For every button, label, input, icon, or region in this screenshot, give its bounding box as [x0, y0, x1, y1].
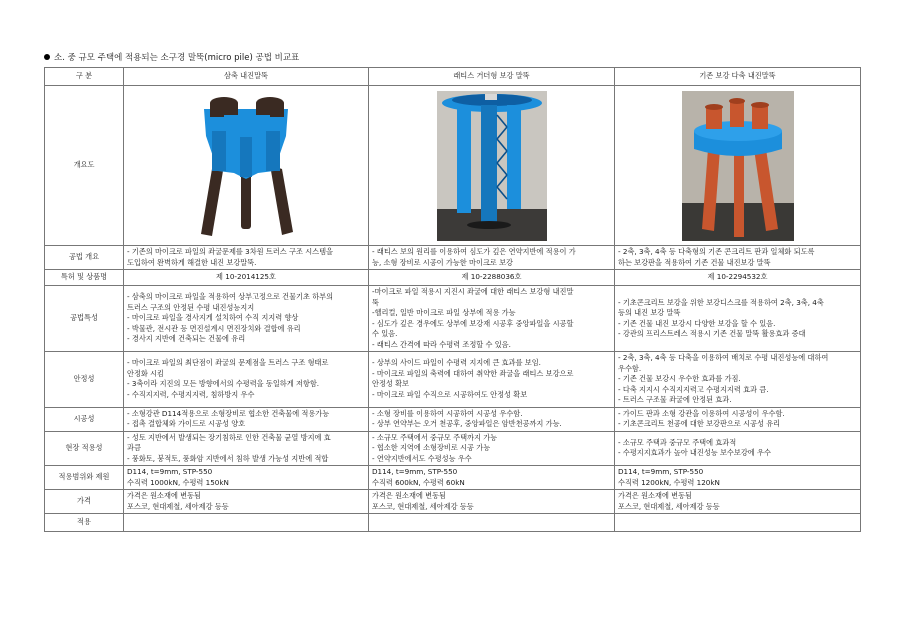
- patent-multiaxial: 제 10-2294532호: [615, 270, 861, 286]
- stability-label: 안정성: [45, 352, 124, 408]
- header-multiaxial-pile: 기존 보강 다축 내진말뚝: [615, 68, 861, 86]
- lattice-leg-right: [507, 105, 521, 209]
- text-line: 가격은 원소재에 변동됨: [618, 491, 693, 500]
- stability-triaxial: [124, 352, 369, 408]
- text-line: - 강관의 프리스트레스 적용시 기존 건물 말뚝 활용효과 증대: [618, 329, 806, 338]
- application-range-row: [45, 466, 861, 490]
- text-line: 포스코, 현대제철, 세아제강 등등: [618, 501, 720, 511]
- price-row: [45, 490, 861, 514]
- text-line: -헬리컬, 일반 마이크로 파일 상부에 적용 가능: [372, 308, 516, 317]
- header-row: [45, 68, 861, 86]
- constructability-lattice: [369, 407, 615, 431]
- text-line: 도입하여 완벽하게 해결한 내진 보강말뚝.: [127, 257, 257, 267]
- stability-multiaxial: [615, 352, 861, 408]
- pile-collar-right: [256, 103, 284, 117]
- field-applicability-multiaxial: [615, 431, 861, 466]
- application-range-multiaxial: [615, 466, 861, 490]
- method-overview-multiaxial: [615, 246, 861, 270]
- pile-sleeve-left: [212, 131, 226, 171]
- text-line: 안정성 확보: [372, 379, 410, 389]
- text-line: - 상부 연약부는 오거 천공후, 중앙파일은 암반천공까지 가능.: [372, 419, 562, 428]
- text-line: - 풍화토, 붕적토, 풍화암 지반에서 침하 발생 가능성 지반에 적합: [127, 453, 329, 463]
- applied-label: 적용: [45, 514, 124, 532]
- text-line: 포스코, 현대제철, 세아제강 등등: [372, 501, 474, 511]
- application-range-lattice: [369, 466, 615, 490]
- text-line: 포스코, 현대제철, 세아제강 등등: [127, 501, 229, 511]
- text-line: - 기존 건물 보강시 우수한 효과를 가짐.: [618, 374, 741, 383]
- fitting-right: [752, 105, 768, 129]
- text-line: - 심도가 깊은 경우에도 상부에 보강재 시공후 중앙파일을 시공할: [372, 318, 574, 328]
- multiaxial-pile-photo-cell: [615, 86, 861, 246]
- text-line: - 기초콘크리트 보강을 위한 보강디스크를 적용하여 2축, 3축, 4축: [618, 297, 824, 307]
- bullet-icon: [44, 54, 50, 60]
- constructability-triaxial: [124, 407, 369, 431]
- pile-leg-center: [241, 171, 251, 229]
- patent-triaxial: 제 10-2014125호: [124, 270, 369, 286]
- multiaxial-pile-photo: [682, 91, 794, 241]
- header-triaxial-pile: 삼축 내진말뚝: [124, 68, 369, 86]
- pile-base-shadow: [467, 221, 511, 229]
- text-line: - 3축이라 지진의 모든 방향에서의 수평력을 동일하게 저항함.: [127, 379, 320, 389]
- text-line: 등의 내진 보강 말뚝: [618, 308, 681, 317]
- text-line: - 연약지반에서도 수평성능 우수: [372, 453, 472, 463]
- method-overview-triaxial: [124, 246, 369, 270]
- page-title: [44, 53, 299, 64]
- text-line: - 다축 지지시 수직지지력고 수평지지력 효과 큼.: [618, 384, 769, 394]
- text-line: - 2축, 3축, 4축 등 다축형의 기존 콘크리트 판과 일체화 되도록: [618, 247, 815, 256]
- lattice-pile-photo-cell: [369, 86, 615, 246]
- top-bolt: [485, 94, 497, 100]
- text-line: - 소형강관 D114적용으로 소형장비로 협소한 건축물에 적용가능: [127, 408, 330, 418]
- features-row: [45, 286, 861, 352]
- text-line: 수직력 1200kN, 수평력 120kN: [618, 477, 720, 487]
- text-line: 가격은 원소재에 변동됨: [127, 491, 202, 500]
- lattice-leg-left: [457, 105, 471, 213]
- text-line: - 소규모 주택에서 중규모 주택까지 가능: [372, 432, 498, 442]
- header-lattice-pile: 래티스 거더형 보강 말뚝: [369, 68, 615, 86]
- field-applicability-label: 현장 적용성: [45, 431, 124, 466]
- application-range-label: 적용범위와 제원: [45, 466, 124, 490]
- text-line: - 래티스 간격에 따라 수평력 조정할 수 있음.: [372, 339, 511, 349]
- method-overview-label: 공법 개요: [45, 246, 124, 270]
- lattice-pile-photo: [437, 91, 547, 241]
- stability-lattice: [369, 352, 615, 408]
- text-line: 수 있음.: [372, 329, 398, 338]
- text-line: D114, t=9mm, STP-550: [618, 467, 704, 476]
- applied-lattice: [369, 514, 615, 532]
- text-line: - 래티스 보의 원리를 이용하여 심도가 깊은 연약지반에 적용이 가: [372, 247, 576, 256]
- field-applicability-triaxial: [124, 431, 369, 466]
- features-label: 공법특성: [45, 286, 124, 352]
- pile-leg-left: [201, 165, 224, 236]
- fitting-center: [730, 101, 744, 127]
- text-line: - 마이크로 파일의 축력에 대하여 취약한 좌굴을 래티스 보강으로: [372, 368, 574, 378]
- pile-leg-right: [270, 165, 293, 235]
- fitting-left-top: [705, 104, 723, 110]
- text-line: - 소형 장비를 이용하여 시공하여 시공성 우수함.: [372, 408, 523, 418]
- pile-collar-left: [210, 103, 238, 117]
- text-line: - 2축, 3축, 4축 등 다축을 이용하여 배치로 수평 내진성능에 대하여: [618, 353, 829, 362]
- text-line: 뚝: [372, 297, 379, 307]
- patent-row: [45, 270, 861, 286]
- text-line: 트러스 구조의 안정된 수평 내진성능지지: [127, 302, 255, 312]
- fitting-center-top: [729, 98, 745, 104]
- text-line: - 접촉 결합체와 가이드로 시공성 양호: [127, 419, 246, 428]
- comparison-table: [44, 67, 861, 532]
- text-line: 능, 소형 장비로 시공이 가능한 마이크로 보강: [372, 257, 513, 267]
- constructability-multiaxial: [615, 407, 861, 431]
- text-line: 하는 보강판을 적용하여 기존 건물 내진보강 말뚝: [618, 257, 771, 267]
- pile-sleeve-center: [240, 137, 252, 177]
- overview-row: [45, 86, 861, 246]
- patent-label: 특허 및 상품명: [45, 270, 124, 286]
- triaxial-pile-photo: [176, 91, 316, 241]
- text-line: - 마이크로 파일을 경사지게 설치하여 수직 지지력 향상: [127, 313, 299, 323]
- text-line: 우수함.: [618, 363, 642, 373]
- text-line: - 트러스 구조물 좌굴에 안정된 효과.: [618, 395, 732, 404]
- text-line: 과큼: [127, 443, 141, 452]
- text-line: - 수직지지력, 수평지지력, 침하방지 우수: [127, 389, 255, 399]
- text-line: - 가이드 판과 소형 강관을 이용하여 시공성이 우수함.: [618, 408, 785, 418]
- text-line: - 마이크로 파일 수직으로 시공하여도 안정성 확보: [372, 389, 528, 399]
- text-line: - 기존 건물 내진 보강시 다양한 보강을 할 수 있음.: [618, 318, 776, 328]
- application-range-triaxial: [124, 466, 369, 490]
- lattice-leg-center: [481, 105, 497, 225]
- features-lattice: [369, 286, 615, 352]
- text-line: -마이크로 파일 적용시 지진시 좌굴에 대한 래티스 보강형 내진말: [372, 287, 574, 296]
- text-line: - 마이크로 파일의 최단점이 좌굴의 문제점을 트러스 구조 형태로: [127, 358, 329, 368]
- fitting-left: [706, 107, 722, 129]
- features-multiaxial: [615, 286, 861, 352]
- method-overview-row: [45, 246, 861, 270]
- text-line: D114, t=9mm, STP-550: [372, 467, 458, 476]
- text-line: - 소규모 주택과 중규모 주택에 효과적: [618, 437, 737, 447]
- text-line: 수직력 600kN, 수평력 60kN: [372, 477, 465, 487]
- triaxial-pile-photo-cell: [124, 86, 369, 246]
- price-triaxial: [124, 490, 369, 514]
- applied-row: [45, 514, 861, 532]
- text-line: - 기초콘크리트 천공에 대한 보강판으로 시공성 유리: [618, 419, 781, 428]
- header-category: 구 분: [45, 68, 124, 86]
- features-triaxial: [124, 286, 369, 352]
- constructability-row: [45, 407, 861, 431]
- field-applicability-lattice: [369, 431, 615, 466]
- text-line: - 성토 지반에서 발생되는 장기침하로 인한 건축물 균열 방지에 효: [127, 432, 331, 442]
- text-line: - 협소한 지역에 소형장비로 시공 가능: [372, 443, 491, 452]
- price-lattice: [369, 490, 615, 514]
- stability-row: [45, 352, 861, 408]
- text-line: - 경사지 지반에 건축되는 건물에 유리: [127, 334, 246, 344]
- text-line: D114, t=9mm, STP-550: [127, 467, 213, 476]
- text-line: - 박물관, 전시관 등 면진설계시 면진장치와 결합에 유리: [127, 323, 301, 333]
- applied-triaxial: [124, 514, 369, 532]
- price-multiaxial: [615, 490, 861, 514]
- text-line: - 기존의 마이크로 파일의 좌굴문제를 3차원 트러스 구조 시스템을: [127, 247, 333, 256]
- text-line: - 상부의 사이드 파일이 수평력 지지에 큰 효과를 보임.: [372, 358, 541, 368]
- pile-leg-center: [734, 151, 744, 237]
- text-line: 가격은 원소재에 변동됨: [372, 491, 447, 500]
- text-line: - 삼축의 마이크로 파일을 적용하여 상부고정으로 건물기초 하부의: [127, 292, 334, 302]
- page-title-text: 소. 중 규모 주택에 적용되는 소구경 말뚝(micro pile) 공법 비교표: [54, 53, 300, 63]
- fitting-right-top: [751, 102, 769, 108]
- method-overview-lattice: [369, 246, 615, 270]
- constructability-label: 시공성: [45, 407, 124, 431]
- field-applicability-row: [45, 431, 861, 466]
- text-line: 안정화 시킴: [127, 368, 165, 378]
- text-line: - 수평지지효과가 높아 내진성능 보수보강에 우수: [618, 448, 771, 458]
- pile-bridge: [224, 115, 270, 125]
- patent-lattice: 제 10-2288036호: [369, 270, 615, 286]
- pile-sleeve-right: [266, 131, 280, 171]
- applied-multiaxial: [615, 514, 861, 532]
- price-label: 가격: [45, 490, 124, 514]
- text-line: 수직력 1000kN, 수평력 150kN: [127, 477, 229, 487]
- overview-label: 개요도: [45, 86, 124, 246]
